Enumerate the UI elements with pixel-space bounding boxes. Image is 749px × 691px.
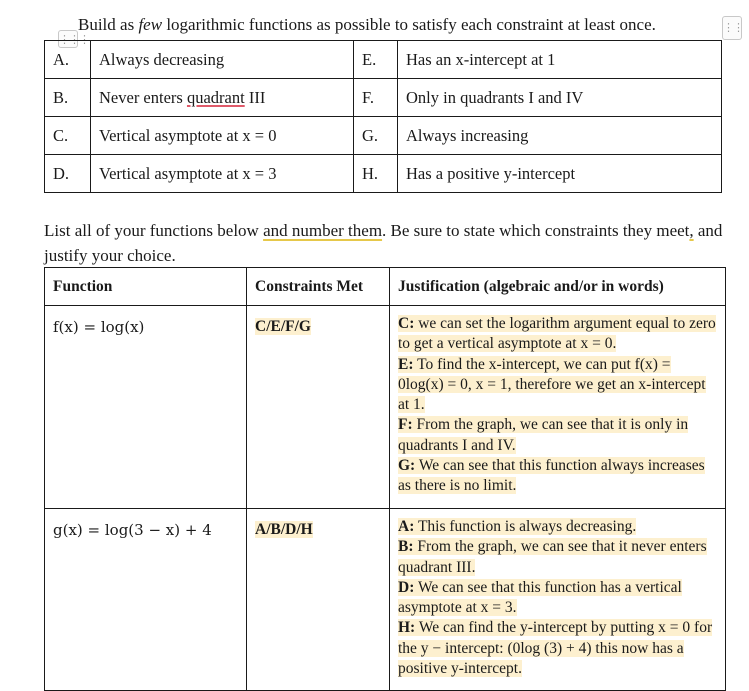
justification-item bbox=[398, 416, 688, 453]
instruction-before: Build as bbox=[78, 15, 139, 34]
block-drag-handle-icon[interactable]: ⋮⋮ bbox=[722, 16, 742, 40]
constraints-row bbox=[45, 41, 722, 79]
constraint-letter[interactable]: B. bbox=[45, 79, 91, 117]
constraint-text-part: Never enters bbox=[99, 87, 187, 107]
justification-text: This function is always decreasing. bbox=[414, 518, 637, 535]
justification-item bbox=[398, 356, 706, 414]
justification-text: We can see that this function always increases as there is no limit. bbox=[398, 457, 705, 495]
constraint-letter[interactable]: H. bbox=[354, 155, 398, 193]
table-move-handle-icon[interactable]: ⋮⋮⋮ bbox=[58, 30, 78, 48]
justification-key: A: bbox=[398, 518, 415, 535]
justification-item bbox=[398, 457, 705, 494]
function-cell[interactable] bbox=[45, 509, 247, 691]
justification-cell[interactable] bbox=[390, 509, 726, 691]
justification-text: From the graph, we can see that it is only in quadrants I and IV. bbox=[398, 416, 689, 454]
grammar-suggestion[interactable]: , bbox=[689, 221, 694, 240]
justification-key: E: bbox=[398, 355, 414, 373]
constraint-letter[interactable]: D. bbox=[45, 155, 91, 193]
grammar-suggestion[interactable]: and number them bbox=[263, 221, 383, 240]
paragraph-part: List all of your functions below bbox=[44, 221, 264, 240]
constraint-text[interactable]: Has an x-intercept at 1 bbox=[398, 41, 722, 79]
constraint-text[interactable] bbox=[91, 79, 354, 117]
justification-key: C: bbox=[398, 315, 415, 332]
function-expression: g(x) = log(3 − x) + 4 bbox=[53, 521, 212, 539]
instruction-emphasis: few bbox=[138, 15, 163, 34]
justification-item bbox=[398, 619, 712, 677]
justification-text: From the graph, we can see that it never enters quadrant III. bbox=[398, 538, 707, 576]
constraint-letter[interactable]: E. bbox=[354, 41, 398, 79]
function-cell[interactable] bbox=[45, 306, 247, 509]
justification-item bbox=[398, 315, 716, 352]
constraints-met-value: A/B/D/H bbox=[255, 521, 313, 538]
function-expression: f(x) = log(x) bbox=[53, 318, 145, 336]
justification-cell[interactable] bbox=[390, 306, 726, 509]
spellcheck-word[interactable]: quadrant bbox=[186, 87, 245, 107]
constraints-row bbox=[45, 79, 722, 117]
constraints-table bbox=[44, 40, 722, 193]
header-function[interactable]: Function bbox=[45, 268, 247, 306]
constraint-letter[interactable]: A. bbox=[45, 41, 91, 79]
justification-key: H: bbox=[398, 619, 416, 637]
constraints-met-value: C/E/F/G bbox=[255, 318, 311, 335]
table-row bbox=[45, 306, 726, 509]
paragraph-part: . Be sure to state which constraints they meet bbox=[382, 221, 690, 240]
functions-header-row bbox=[45, 268, 726, 306]
justification-item bbox=[398, 518, 636, 535]
justification-key: B: bbox=[398, 538, 414, 556]
justification-key: G: bbox=[398, 457, 416, 475]
header-constraints-met[interactable]: Constraints Met bbox=[247, 268, 390, 306]
justification-item bbox=[398, 579, 682, 616]
constraint-text[interactable]: Vertical asymptote at x = 3 bbox=[91, 155, 354, 193]
constraint-letter[interactable]: C. bbox=[45, 117, 91, 155]
constraints-row bbox=[45, 117, 722, 155]
instruction-after: logarithmic functions as possible to satisfy each constraint at least once. bbox=[162, 15, 656, 34]
constraints-row bbox=[45, 155, 722, 193]
justification-item bbox=[398, 538, 707, 575]
justification-text: We can find the y-intercept by putting x = 0 for the y − intercept: (0log (3) + 4) this now has a positive y-intercept. bbox=[398, 619, 713, 678]
instructions-paragraph bbox=[44, 218, 724, 268]
functions-table bbox=[44, 267, 726, 691]
header-justification[interactable]: Justification (algebraic and/or in words) bbox=[390, 268, 726, 306]
table-row bbox=[45, 509, 726, 691]
constraints-cell[interactable] bbox=[247, 306, 390, 509]
paragraph-part: and justify your choice. bbox=[44, 221, 723, 265]
constraint-text[interactable]: Vertical asymptote at x = 0 bbox=[91, 117, 354, 155]
instruction-text bbox=[78, 15, 656, 35]
justification-key: F: bbox=[398, 416, 413, 434]
constraints-cell[interactable] bbox=[247, 509, 390, 691]
justification-text: We can see that this function has a vertical asymptote at x = 3. bbox=[398, 578, 682, 617]
justification-key: D: bbox=[398, 578, 415, 596]
constraint-text[interactable]: Always decreasing bbox=[91, 41, 354, 79]
constraint-letter[interactable]: F. bbox=[354, 79, 398, 117]
constraint-text[interactable]: Always increasing bbox=[398, 117, 722, 155]
constraint-text[interactable]: Has a positive y-intercept bbox=[398, 155, 722, 193]
justification-text: To find the x-intercept, we can put f(x) = 0log(x) = 0, x = 1, therefore we get an x-intercept at 1. bbox=[398, 355, 706, 414]
constraint-text-part: III bbox=[244, 87, 266, 107]
justification-text: we can set the logarithm argument equal to zero to get a vertical asymptote at x = 0. bbox=[398, 315, 716, 353]
constraint-letter[interactable]: G. bbox=[354, 117, 398, 155]
constraint-text[interactable]: Only in quadrants I and IV bbox=[398, 79, 722, 117]
